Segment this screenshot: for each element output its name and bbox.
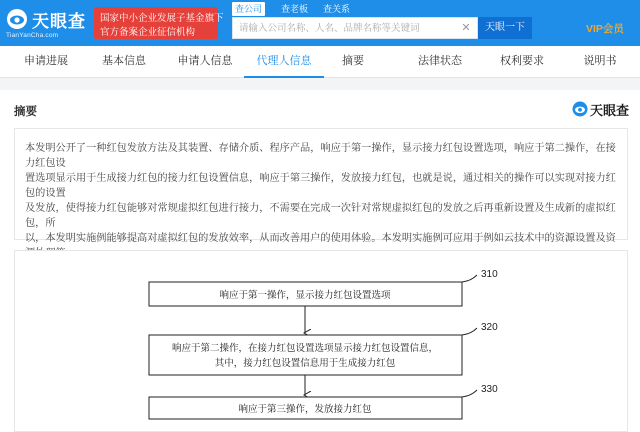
section-title: 摘要 [14, 106, 37, 118]
vip-link[interactable]: VIP会员 [586, 23, 624, 35]
flow-box-310-text: 响应于第一操作，显示接力红包设置选项 [219, 290, 391, 301]
tab-description[interactable]: 说明书 [583, 55, 617, 67]
flow-leader-330 [462, 390, 477, 397]
abstract-line: 本发明公开了一种红包发放方法及其装置、存储介质、程序产品，响应于第一操作，显示接力红包设置选项，响应于第二操作，在接力红包设 [25, 143, 616, 169]
flow-box-320-text-2: 其中，接力红包设置信息用于生成接力红包 [214, 358, 396, 369]
tab-agent-info[interactable]: 代理人信息 [244, 46, 324, 78]
flowchart-figure [14, 250, 628, 432]
tab-basic-info[interactable]: 基本信息 [102, 55, 146, 67]
top-header [0, 0, 640, 46]
abstract-line: 置选项显示用于生成接力红包的接力红包设置信息，响应于第三操作，发放接力红包，也就是说，通过相关的操作可以实现对接力红包的设置 [25, 173, 616, 199]
search-tab-relation[interactable]: 查关系 [323, 4, 351, 14]
flowchart-svg [15, 251, 628, 432]
brand-watermark [572, 100, 632, 118]
logo-name: 天眼查 [32, 12, 86, 32]
promo-line-1: 国家中小企业发展子基金旗下 [100, 13, 224, 24]
patent-tab-bar [0, 46, 640, 78]
search-tab-company[interactable]: 查公司 [232, 2, 265, 16]
flow-box-320 [149, 335, 462, 375]
flow-leader-320 [462, 328, 477, 335]
flow-box-330-text: 响应于第三操作，发放接力红包 [238, 404, 372, 415]
flow-label-320: 320 [481, 322, 498, 333]
tab-claims[interactable]: 权利要求 [500, 55, 544, 67]
flow-leader-310 [462, 275, 477, 282]
clear-icon[interactable]: ✕ [461, 22, 471, 34]
logo-domain: TianYanCha.com [6, 32, 59, 39]
abstract-card [0, 90, 640, 432]
logo-eye-icon [6, 8, 28, 30]
search-tab-boss[interactable]: 查老板 [281, 4, 309, 14]
abstract-text [14, 128, 628, 244]
flow-box-320-text-1: 响应于第二操作，在接力红包设置选项显示接力红包设置信息， [171, 343, 439, 354]
promo-banner[interactable] [94, 7, 224, 39]
tab-legal-status[interactable]: 法律状态 [418, 55, 462, 67]
tab-application-progress[interactable]: 申请进展 [24, 55, 68, 67]
site-logo[interactable] [6, 6, 88, 40]
flow-label-330: 330 [481, 384, 498, 395]
search-button[interactable]: 天眼一下 [478, 17, 532, 39]
brand-logo-icon [572, 101, 588, 117]
flow-label-310: 310 [481, 269, 498, 280]
tab-abstract[interactable]: 摘要 [342, 55, 364, 67]
abstract-line: 以，本发明实施例能够提高对虚拟红包的发放效率，从而改善用户的使用体验。本发明实施例可应用于例如云技术中的资源设置及资 [25, 233, 616, 244]
search-box [232, 17, 478, 39]
promo-line-2: 官方备案企业征信机构 [100, 27, 196, 38]
abstract-line: 及发放，使得接力红包能够对常规虚拟红包进行接力，不需要在完成一次针对常规虚拟红包的发放之后再重新设置及生成新的虚拟红包，所 [25, 203, 616, 229]
brand-name: 天眼查 [590, 103, 630, 118]
tab-applicant-info[interactable]: 申请人信息 [177, 55, 233, 67]
search-input[interactable] [239, 18, 459, 38]
